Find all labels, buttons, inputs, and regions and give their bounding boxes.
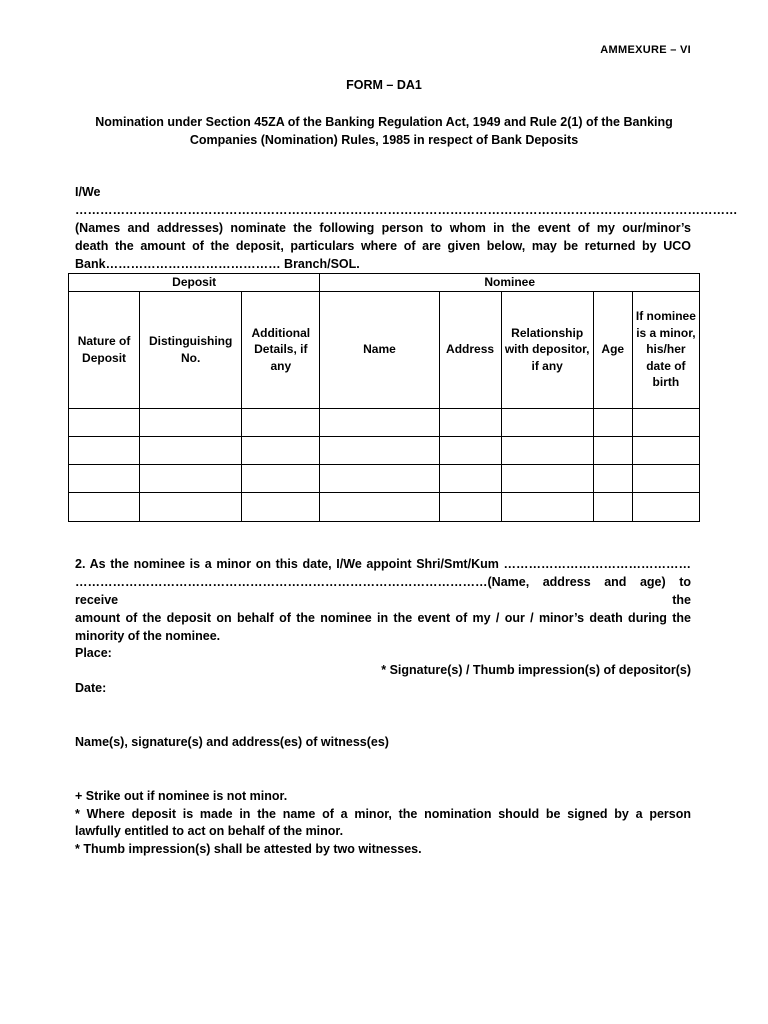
col-minor-date-of-birth: If nominee is a minor, his/her date of birth (632, 291, 699, 408)
intro-line-3: death the amount of the deposit, particulars where of are given below, may be returned by UCO (75, 239, 691, 253)
table-row (69, 408, 700, 436)
table-row (69, 464, 700, 492)
minor-line-2: ………………………………………………………………………………………(Name, address and age) to receive the (75, 575, 691, 607)
table-row (69, 436, 700, 464)
intro-line-1: I/We …………………………………………………………………………………………………………………………………………… (75, 185, 738, 217)
note-minor-deposit-line-1: * Where deposit is made in the name of a minor, the nomination should be signed by a person (75, 806, 691, 821)
signature-label: * Signature(s) / Thumb impression(s) of depositor(s) (381, 663, 691, 677)
minor-line-4: minority of the nominee. (75, 629, 221, 643)
table-cell[interactable] (242, 436, 320, 464)
table-cell[interactable] (632, 492, 699, 521)
col-address: Address (439, 291, 501, 408)
note-thumb-impression: * Thumb impression(s) shall be attested by two witnesses. (75, 841, 422, 856)
annexure-label: AMMEXURE – VI (600, 44, 691, 56)
table-cell[interactable] (439, 408, 501, 436)
minor-guardian-paragraph (75, 555, 691, 645)
table-cell[interactable] (69, 492, 140, 521)
note-strike-out: + Strike out if nominee is not minor. (75, 789, 288, 803)
footnotes (75, 788, 691, 858)
table-cell[interactable] (632, 408, 699, 436)
table-cell[interactable] (439, 436, 501, 464)
table-cell[interactable] (320, 464, 439, 492)
table-cell[interactable] (242, 464, 320, 492)
table-cell[interactable] (320, 408, 439, 436)
table-cell[interactable] (140, 492, 242, 521)
date-label: Date: (75, 681, 107, 695)
intro-line-4: Bank…………………………………… Branch/SOL. (75, 257, 360, 271)
table-cell[interactable] (632, 464, 699, 492)
table-cell[interactable] (593, 492, 632, 521)
table-cell[interactable] (593, 408, 632, 436)
table-cell[interactable] (439, 492, 501, 521)
table-cell[interactable] (501, 436, 593, 464)
form-title: FORM – DA1 (346, 78, 422, 92)
place-label: Place: (75, 646, 112, 660)
table-cell[interactable] (632, 436, 699, 464)
note-minor-deposit-line-2: lawfully entitled to act on behalf of the minor. (75, 824, 344, 838)
col-additional-details: Additional Details, if any (242, 291, 320, 408)
col-distinguishing-no: Distinguishing No. (140, 291, 242, 408)
table-cell[interactable] (69, 408, 140, 436)
col-age: Age (593, 291, 632, 408)
table-cell[interactable] (69, 436, 140, 464)
col-nature-of-deposit: Nature of Deposit (69, 291, 140, 408)
form-heading (76, 113, 692, 149)
table-cell[interactable] (140, 436, 242, 464)
heading-line-1: Nomination under Section 45ZA of the Banking Regulation Act, 1949 and Rule 2(1) of the Banking (95, 115, 673, 129)
table-cell[interactable] (140, 464, 242, 492)
table-cell[interactable] (320, 492, 439, 521)
table-cell[interactable] (320, 436, 439, 464)
col-name: Name (320, 291, 439, 408)
nomination-table (68, 273, 700, 522)
col-relationship: Relationship with depositor, if any (501, 291, 593, 408)
intro-line-2: (Names and addresses) nominate the following person to whom in the event of my our/minor’s (75, 221, 691, 235)
table-cell[interactable] (501, 492, 593, 521)
minor-line-1: 2. As the nominee is a minor on this date, I/We appoint Shri/Smt/Kum ……………………………………… (75, 557, 691, 571)
table-cell[interactable] (242, 492, 320, 521)
table-cell[interactable] (242, 408, 320, 436)
table-row (69, 492, 700, 521)
table-cell[interactable] (69, 464, 140, 492)
heading-line-2: Companies (Nomination) Rules, 1985 in respect of Bank Deposits (189, 133, 579, 147)
table-cell[interactable] (439, 464, 501, 492)
table-cell[interactable] (593, 436, 632, 464)
minor-line-3: amount of the deposit on behalf of the nominee in the event of my / our / minor’s death during the (75, 611, 691, 625)
table-cell[interactable] (140, 408, 242, 436)
table-cell[interactable] (501, 408, 593, 436)
intro-paragraph (75, 183, 738, 273)
table-cell[interactable] (501, 464, 593, 492)
deposit-group-header: Deposit (69, 274, 320, 292)
witness-label: Name(s), signature(s) and address(es) of witness(es) (75, 735, 389, 749)
nominee-group-header: Nominee (320, 274, 700, 292)
table-cell[interactable] (593, 464, 632, 492)
